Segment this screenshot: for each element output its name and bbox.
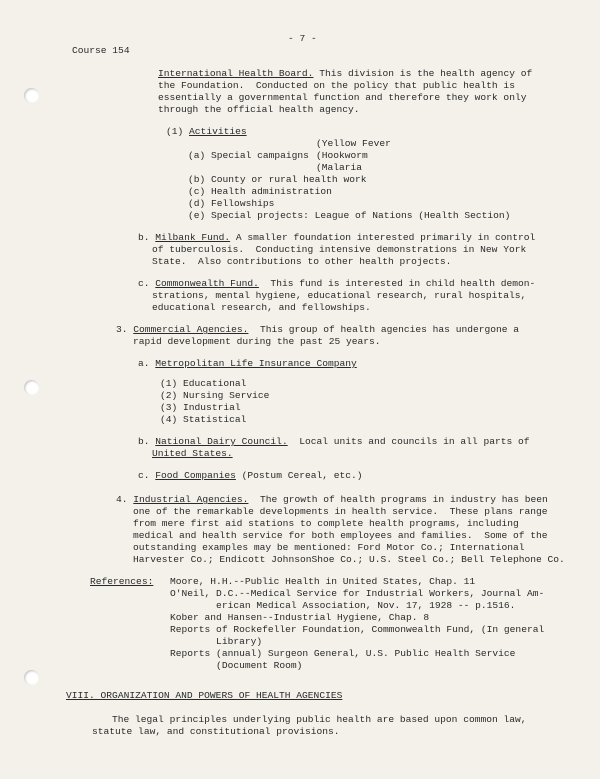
activity-item: (c) Health administration	[188, 186, 332, 197]
industrial-title: Industrial Agencies.	[133, 494, 249, 505]
milbank-line-3: State. Also contributions to other health projects.	[152, 256, 452, 267]
industrial-line-6: Harvester Co.; Endicott JohnsonShoe Co.; U.S. Steel Co.; Bell Telephone Co.	[133, 554, 565, 565]
section-body-line-2: statute law, and constitutional provisions.	[92, 726, 340, 737]
commonwealth-line-2: strations, mental hygiene, educational research, rural hospitals,	[152, 290, 527, 301]
course-label: Course 154	[72, 45, 130, 56]
milbank-title: Milbank Fund.	[155, 232, 231, 243]
punch-hole	[24, 380, 39, 395]
special-campaigns: (a) Special campaigns	[188, 150, 309, 161]
reference-line: Moore, H.H.--Public Health in United States, Chap. 11	[170, 576, 476, 587]
industrial-line-3: from mere first aid stations to complete health programs, including	[133, 518, 519, 529]
commonwealth-line-1: c. Commonwealth Fund. This fund is interested in child health demon-	[138, 278, 536, 289]
metropolitan-item: (4) Statistical	[160, 414, 247, 425]
reference-line: (Document Room)	[170, 660, 303, 671]
metropolitan-heading: a. Metropolitan Life Insurance Company	[138, 358, 357, 369]
metropolitan-item: (3) Industrial	[160, 402, 241, 413]
international-line-4: through the official health agency.	[158, 104, 360, 115]
industrial-line-1: 4. Industrial Agencies. The growth of health programs in industry has been	[116, 494, 548, 505]
reference-line: Library)	[170, 636, 263, 647]
milbank-line-2: of tuberculosis. Conducting intensive demonstrations in New York	[152, 244, 527, 255]
industrial-line-5: outstanding examples may be mentioned: Ford Motor Co.; International	[133, 542, 525, 553]
disease-hookworm: (Hookworm	[316, 150, 368, 161]
reference-line: erican Medical Association, Nov. 17, 1928 -- p.1516.	[170, 600, 516, 611]
reference-line: Reports of Rockefeller Foundation, Commonwealth Fund, (In general	[170, 624, 545, 635]
international-title: International Health Board.	[158, 68, 314, 79]
food-title: Food Companies	[155, 470, 236, 481]
dairy-line-2: United States.	[152, 448, 233, 459]
punch-hole	[24, 670, 39, 685]
dairy-line-1: b. National Dairy Council. Local units and councils in all parts of	[138, 436, 530, 447]
activity-item: (b) County or rural health work	[188, 174, 367, 185]
industrial-line-2: one of the remarkable developments in health service. These plans range	[133, 506, 548, 517]
commonwealth-title: Commonwealth Fund.	[155, 278, 259, 289]
international-line-2: the Foundation. Conducted on the policy that public health is	[158, 80, 515, 91]
page-number: - 7 -	[288, 33, 317, 44]
disease-malaria: (Malaria	[316, 162, 363, 173]
dairy-title: National Dairy Council.	[155, 436, 288, 447]
international-line-1: International Health Board. This division is the health agency of	[158, 68, 533, 79]
milbank-line-1: b. Milbank Fund. A smaller foundation interested primarily in control	[138, 232, 536, 243]
metropolitan-item: (2) Nursing Service	[160, 390, 270, 401]
food-line: c. Food Companies (Postum Cereal, etc.)	[138, 470, 363, 481]
reference-line: Reports (annual) Surgeon General, U.S. Public Health Service	[170, 648, 516, 659]
commercial-line-1: 3. Commercial Agencies. This group of health agencies has undergone a	[116, 324, 520, 335]
references-label: References:	[90, 576, 154, 587]
activity-item: (e) Special projects: League of Nations (Health Section)	[188, 210, 511, 221]
metropolitan-item: (1) Educational	[160, 378, 247, 389]
commercial-line-2: rapid development during the past 25 years.	[133, 336, 381, 347]
commercial-title: Commercial Agencies.	[133, 324, 249, 335]
reference-line: O'Neil, D.C.--Medical Service for Industrial Workers, Journal Am-	[170, 588, 545, 599]
international-line-3: essentially a governmental function and therefore they work only	[158, 92, 527, 103]
section-body-line-1: The legal principles underlying public health are based upon common law,	[112, 714, 527, 725]
industrial-line-4: medical and health service for both employees and families. Some of the	[133, 530, 548, 541]
activity-item: (d) Fellowships	[188, 198, 275, 209]
section-heading: VIII. ORGANIZATION AND POWERS OF HEALTH AGENCIES	[66, 690, 343, 701]
disease-yellow-fever: (Yellow Fever	[316, 138, 391, 149]
reference-line: Kober and Hansen--Industrial Hygiene, Chap. 8	[170, 612, 430, 623]
activities-heading: (1) Activities	[166, 126, 247, 137]
punch-hole	[24, 88, 39, 103]
commonwealth-line-3: educational research, and fellowships.	[152, 302, 371, 313]
